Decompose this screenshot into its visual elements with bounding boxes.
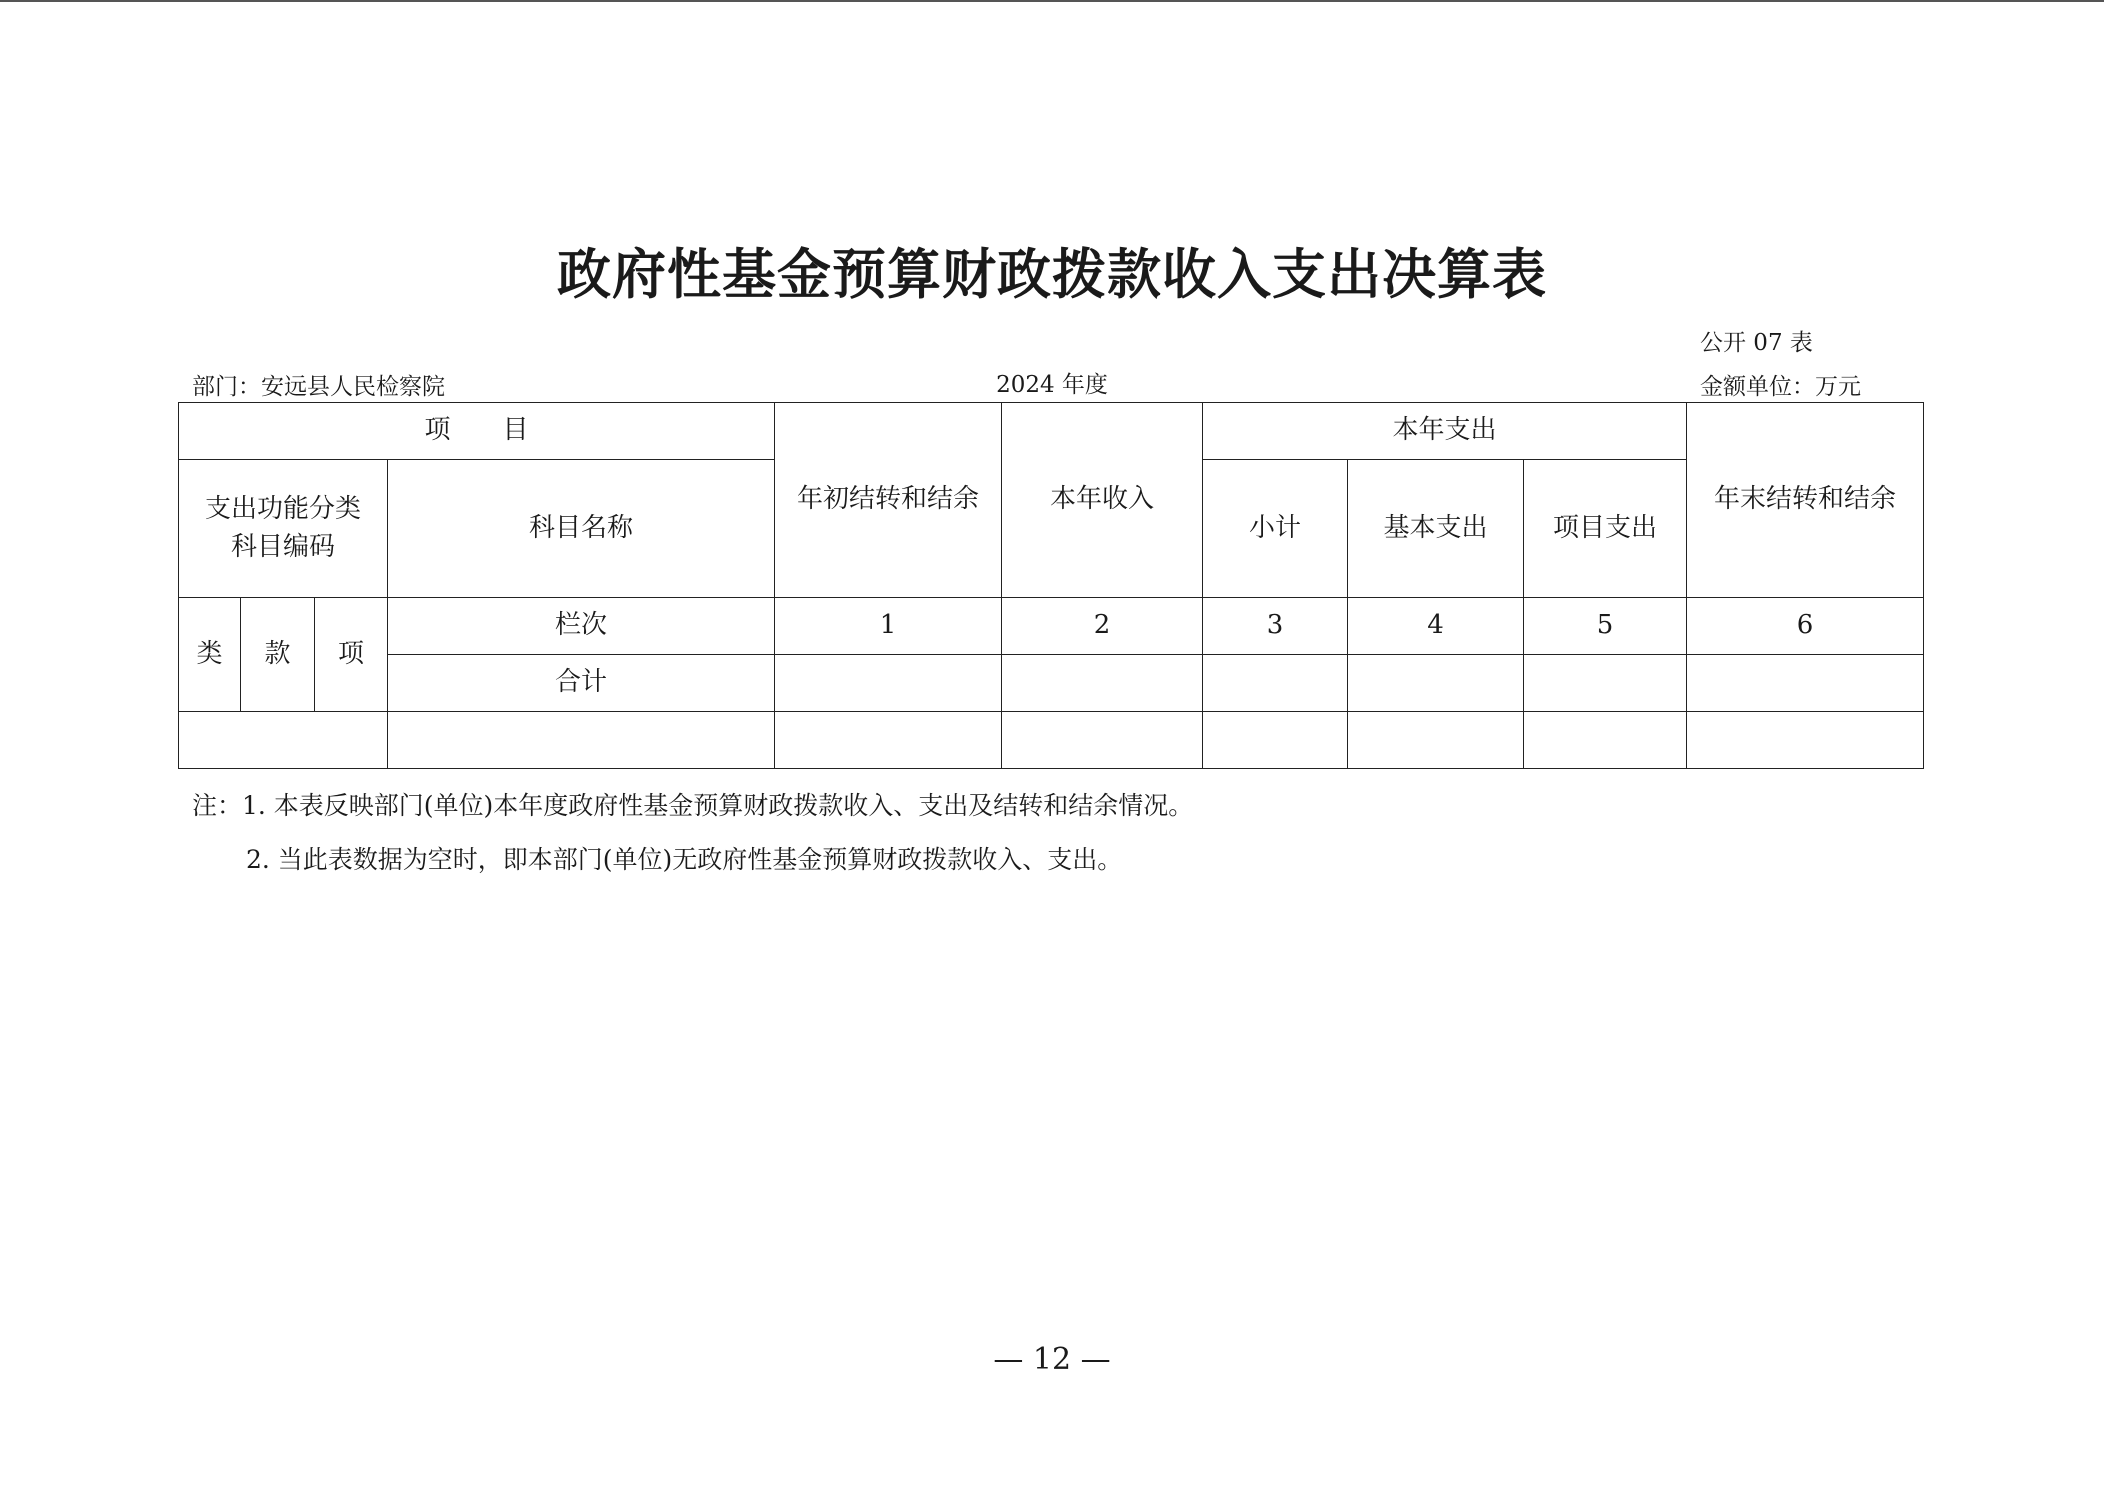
code-col-item: 项	[315, 598, 388, 712]
page-number: — 12 —	[993, 1342, 1111, 1377]
empty-cell	[1524, 712, 1687, 769]
total-label: 合计	[388, 655, 775, 712]
empty-cell	[1687, 712, 1924, 769]
total-subtotal	[1203, 655, 1348, 712]
table-id: 公开 07 表	[1700, 330, 1813, 356]
top-border-line	[0, 0, 2104, 2]
column-index-2: 2	[1002, 598, 1203, 655]
column-index-3: 3	[1203, 598, 1348, 655]
code-col-section: 款	[241, 598, 315, 712]
empty-code-cell	[179, 712, 388, 769]
header-subtotal: 小计	[1203, 460, 1348, 598]
note-2: 2. 当此表数据为空时，即本部门(单位)无政府性基金预算财政拨款收入、支出。	[246, 845, 1123, 874]
code-col-class: 类	[179, 598, 241, 712]
note-1: 注：1. 本表反映部门(单位)本年度政府性基金预算财政拨款收入、支出及结转和结余情况。	[192, 791, 1194, 820]
total-end-balance	[1687, 655, 1924, 712]
header-income: 本年收入	[1002, 403, 1203, 598]
header-function-code: 支出功能分类 科目编码	[179, 460, 388, 598]
total-begin-balance	[775, 655, 1002, 712]
empty-name-cell	[388, 712, 775, 769]
column-index-1: 1	[775, 598, 1002, 655]
total-income	[1002, 655, 1203, 712]
header-subject-name: 科目名称	[388, 460, 775, 598]
department-label: 部门：安远县人民检察院	[192, 374, 445, 400]
column-index-6: 6	[1687, 598, 1924, 655]
empty-cell	[1002, 712, 1203, 769]
header-item: 项 目	[179, 403, 775, 460]
empty-cell	[1203, 712, 1348, 769]
amount-unit: 金额单位：万元	[1700, 374, 1861, 400]
budget-table	[178, 402, 1924, 769]
header-expense: 本年支出	[1203, 403, 1687, 460]
column-index-5: 5	[1524, 598, 1687, 655]
column-index-4: 4	[1348, 598, 1524, 655]
header-project-expense: 项目支出	[1524, 460, 1687, 598]
total-basic-expense	[1348, 655, 1524, 712]
total-project-expense	[1524, 655, 1687, 712]
column-index-label: 栏次	[388, 598, 775, 655]
header-end-balance: 年末结转和结余	[1687, 403, 1924, 598]
header-basic-expense: 基本支出	[1348, 460, 1524, 598]
header-begin-balance: 年初结转和结余	[775, 403, 1002, 598]
fiscal-year: 2024 年度	[996, 372, 1108, 398]
empty-cell	[1348, 712, 1524, 769]
empty-cell	[775, 712, 1002, 769]
page-title: 政府性基金预算财政拨款收入支出决算表	[557, 243, 1547, 306]
